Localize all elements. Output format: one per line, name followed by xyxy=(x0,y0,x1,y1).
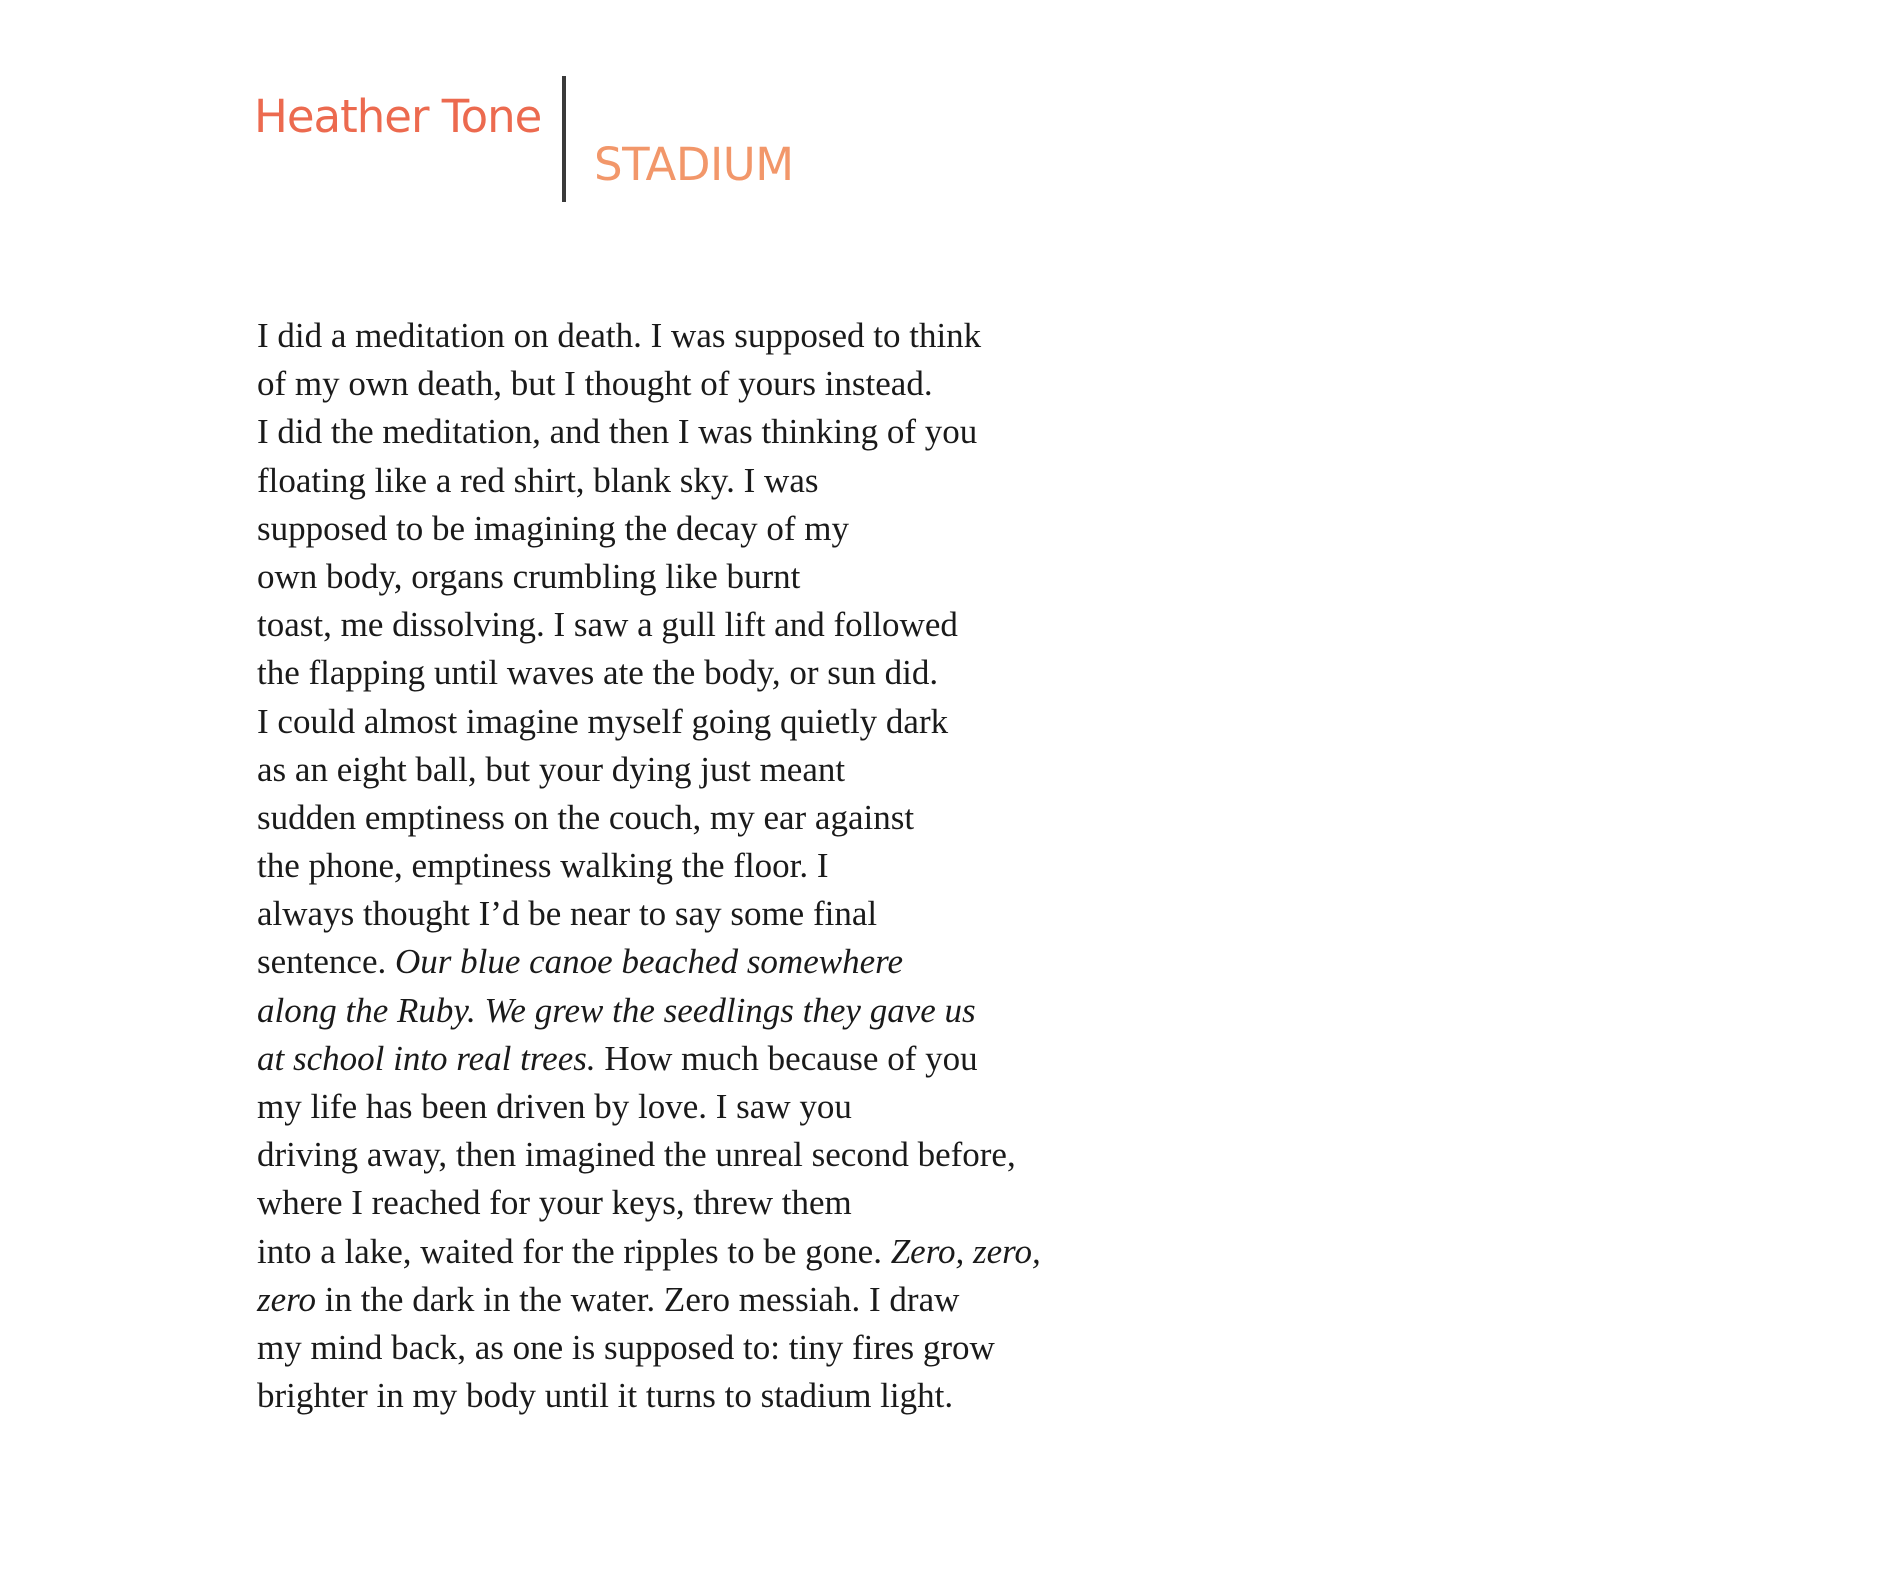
poem-line-segment: How much because of you xyxy=(595,1038,978,1078)
poem-line xyxy=(257,938,1157,986)
poem-line xyxy=(257,1131,1157,1179)
poem-line-italic-segment: zero xyxy=(257,1279,316,1319)
poem-line-segment: the phone, emptiness walking the floor. I xyxy=(257,846,829,886)
poem-line-italic-segment: at school into real trees. xyxy=(257,1038,596,1078)
poem-body xyxy=(257,312,1157,1420)
poem-line-segment: in the dark in the water. Zero messiah. I draw xyxy=(315,1279,960,1319)
poem-line xyxy=(257,408,1157,456)
poem-line xyxy=(257,505,1157,553)
poem-line-italic-segment: Zero, zero, xyxy=(890,1231,1041,1271)
poem-line xyxy=(257,1372,1157,1420)
poem-line xyxy=(257,457,1157,505)
poem-line-segment: floating like a red shirt, blank sky. I was xyxy=(257,460,819,500)
poem-line xyxy=(257,794,1157,842)
poem-line xyxy=(257,553,1157,601)
poem-line-segment: I could almost imagine myself going quietly dark xyxy=(257,701,949,741)
poem-line-segment: sudden emptiness on the couch, my ear against xyxy=(257,797,915,837)
poem-line xyxy=(257,1179,1157,1227)
poem-line xyxy=(257,1276,1157,1324)
poem-line-segment: into a lake, waited for the ripples to be gone. xyxy=(257,1231,891,1271)
poem-line-segment: of my own death, but I thought of yours instead. xyxy=(257,364,933,404)
poem-line-segment: driving away, then imagined the unreal second before, xyxy=(257,1135,1016,1175)
poem-line-segment: I did the meditation, and then I was thinking of you xyxy=(257,412,978,452)
poem-line-segment: brighter in my body until it turns to stadium light. xyxy=(257,1376,954,1416)
poem-line-segment: always thought I’d be near to say some final xyxy=(257,894,878,934)
poem-line-segment: my life has been driven by love. I saw you xyxy=(257,1087,852,1126)
poem-line xyxy=(257,649,1157,697)
author-name: Heather Tone xyxy=(254,90,542,143)
poem-line-italic-segment: Our blue canoe beached somewhere xyxy=(394,942,903,982)
poem-line xyxy=(257,1324,1157,1372)
poem-line xyxy=(257,1035,1157,1083)
poem-title: STADIUM xyxy=(594,138,794,191)
poem-line-segment: I did a meditation on death. I was supposed to think xyxy=(257,316,982,355)
poem-line xyxy=(257,987,1157,1035)
poem-line-segment: own body, organs crumbling like burnt xyxy=(257,556,801,596)
poem-line xyxy=(257,601,1157,649)
poem-line xyxy=(257,842,1157,890)
header xyxy=(254,76,954,202)
poem-line-segment: supposed to be imagining the decay of my xyxy=(257,508,849,548)
poem-line-italic-segment: along the Ruby. We grew the seedlings they gave us xyxy=(257,990,976,1030)
poem-line-segment: my mind back, as one is supposed to: tiny fires grow xyxy=(257,1327,995,1367)
poem-line xyxy=(257,698,1157,746)
poem-line xyxy=(257,746,1157,794)
poem-line xyxy=(257,1228,1157,1276)
poem-line-segment: as an eight ball, but your dying just meant xyxy=(257,749,846,789)
header-divider xyxy=(562,76,566,202)
poem-line xyxy=(257,1083,1157,1131)
poem-line-segment: the flapping until waves ate the body, or sun did. xyxy=(257,653,939,693)
poem-line xyxy=(257,312,1157,360)
poem-line xyxy=(257,890,1157,938)
poem-line-segment: sentence. xyxy=(257,942,395,982)
poem-line-segment: where I reached for your keys, threw them xyxy=(257,1183,852,1223)
poem-line-segment: toast, me dissolving. I saw a gull lift and followed xyxy=(257,605,958,645)
poem-line xyxy=(257,360,1157,408)
